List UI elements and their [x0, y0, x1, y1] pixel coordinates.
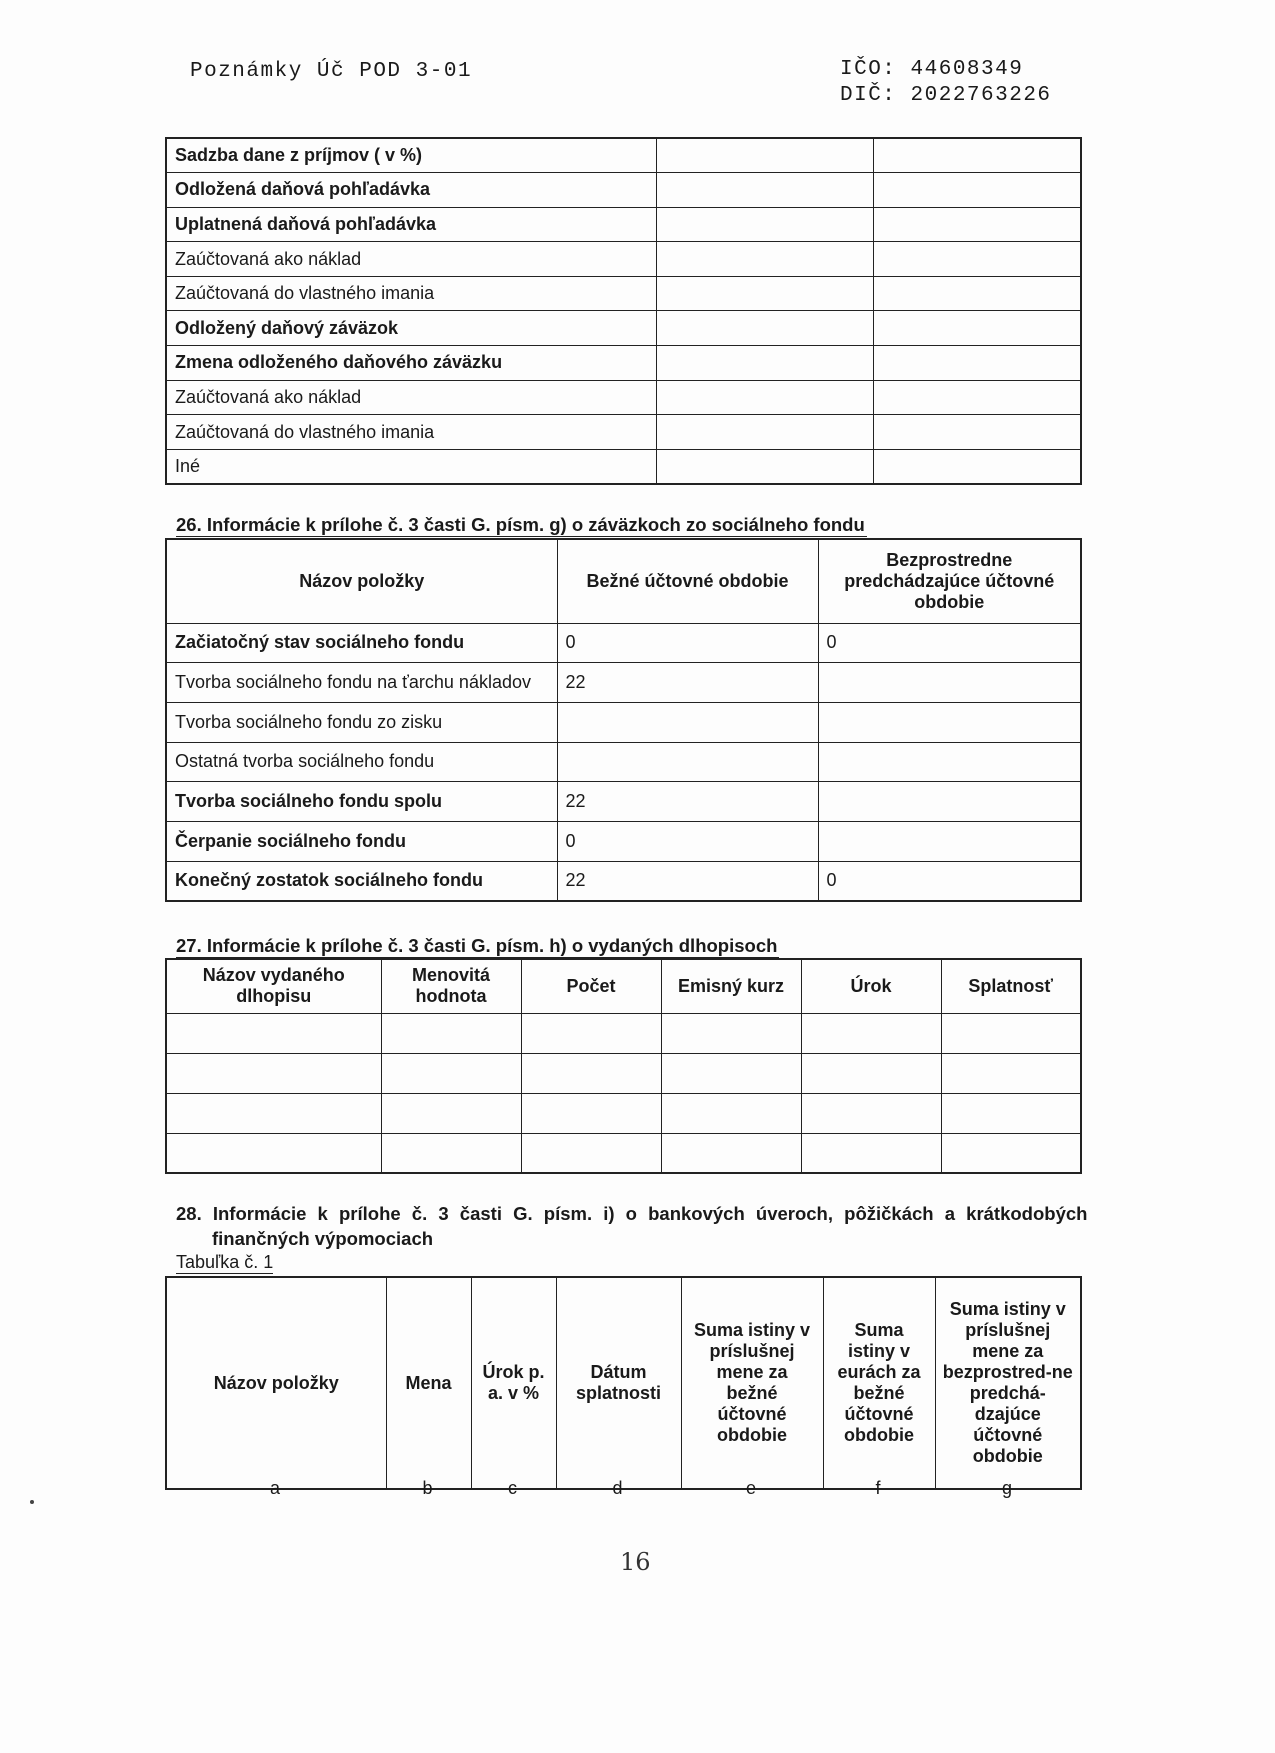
- table-label: Tabuľka č. 1: [176, 1252, 274, 1272]
- column-letter: c: [508, 1478, 517, 1498]
- col-header-maturity: Splatnosť: [941, 959, 1081, 1013]
- row-label: Odložená daňová pohľadávka: [166, 173, 656, 208]
- previous-value: [818, 663, 1081, 703]
- col-header-interest-rate: Úrok p. a. v %: [471, 1277, 556, 1489]
- value-cell: [656, 138, 873, 173]
- table-row: [166, 449, 1081, 484]
- table-row: [166, 173, 1081, 208]
- table-row: [166, 207, 1081, 242]
- table-row: [166, 1133, 1081, 1173]
- row-label: Zaúčtovaná do vlastného imania: [166, 276, 656, 311]
- column-letter: g: [1001, 1478, 1012, 1498]
- empty-cell: [521, 1013, 661, 1053]
- current-value: 22: [557, 663, 818, 703]
- row-label: Odložený daňový záväzok: [166, 311, 656, 346]
- value-cell: [656, 311, 873, 346]
- current-value: 0: [557, 623, 818, 663]
- current-value: 22: [557, 861, 818, 901]
- empty-cell: [166, 1013, 381, 1053]
- table-row: [166, 311, 1081, 346]
- row-label: Začiatočný stav sociálneho fondu: [166, 623, 557, 663]
- col-header-current-period: Bežné účtovné obdobie: [557, 539, 818, 623]
- previous-value: [818, 782, 1081, 822]
- dic-number: DIČ: 2022763226: [840, 84, 1052, 107]
- empty-cell: [941, 1053, 1081, 1093]
- column-letter: d: [612, 1478, 623, 1498]
- bonds-table: [165, 958, 1082, 1174]
- scan-speck: [30, 1500, 34, 1504]
- previous-value: [818, 821, 1081, 861]
- table-row: [166, 415, 1081, 450]
- empty-cell: [661, 1133, 801, 1173]
- current-value: [557, 742, 818, 782]
- empty-cell: [381, 1013, 521, 1053]
- value-cell: [656, 207, 873, 242]
- value-cell: [873, 276, 1081, 311]
- value-cell: [873, 138, 1081, 173]
- col-header-issue-rate: Emisný kurz: [661, 959, 801, 1013]
- col-header-interest: Úrok: [801, 959, 941, 1013]
- table-row: [166, 1013, 1081, 1053]
- empty-cell: [801, 1013, 941, 1053]
- page-number: 16: [620, 1548, 651, 1576]
- section-26-title: 26. Informácie k prílohe č. 3 časti G. písm. g) o záväzkoch zo sociálneho fondu: [176, 514, 865, 535]
- empty-cell: [661, 1093, 801, 1133]
- table-row: [166, 138, 1081, 173]
- column-letter: f: [875, 1478, 881, 1498]
- column-letter: b: [422, 1478, 433, 1498]
- col-header-bond-name: Názov vydaného dlhopisu: [166, 959, 381, 1013]
- value-cell: [873, 415, 1081, 450]
- bank-loans-table: [165, 1276, 1082, 1490]
- table-row: [166, 346, 1081, 381]
- row-label: Ostatná tvorba sociálneho fondu: [166, 742, 557, 782]
- value-cell: [873, 207, 1081, 242]
- col-header-maturity-date: Dátum splatnosti: [556, 1277, 681, 1489]
- column-letters: [165, 1478, 1080, 1502]
- row-label: Konečný zostatok sociálneho fondu: [166, 861, 557, 901]
- table-row: [166, 242, 1081, 277]
- value-cell: [873, 449, 1081, 484]
- value-cell: [656, 276, 873, 311]
- empty-cell: [166, 1093, 381, 1133]
- value-cell: [873, 173, 1081, 208]
- previous-value: [818, 702, 1081, 742]
- empty-cell: [941, 1093, 1081, 1133]
- empty-cell: [801, 1133, 941, 1173]
- table-row: [166, 663, 1081, 703]
- current-value: 0: [557, 821, 818, 861]
- row-label: Sadzba dane z príjmov ( v %): [166, 138, 656, 173]
- row-label: Iné: [166, 449, 656, 484]
- empty-cell: [166, 1053, 381, 1093]
- table-row: [166, 702, 1081, 742]
- table-row: [166, 782, 1081, 822]
- empty-cell: [381, 1133, 521, 1173]
- col-header-count: Počet: [521, 959, 661, 1013]
- previous-value: [818, 742, 1081, 782]
- row-label: Čerpanie sociálneho fondu: [166, 821, 557, 861]
- social-fund-table: [165, 538, 1082, 902]
- empty-cell: [661, 1013, 801, 1053]
- col-header-currency: Mena: [386, 1277, 471, 1489]
- column-letter: e: [745, 1478, 756, 1498]
- row-label: Tvorba sociálneho fondu na ťarchu nákladov: [166, 663, 557, 703]
- value-cell: [656, 173, 873, 208]
- row-label: Zmena odloženého daňového záväzku: [166, 346, 656, 381]
- value-cell: [656, 415, 873, 450]
- table-row: [166, 861, 1081, 901]
- value-cell: [656, 380, 873, 415]
- empty-cell: [381, 1053, 521, 1093]
- table-row: [166, 1093, 1081, 1133]
- table-row: [166, 742, 1081, 782]
- col-header-item-name: Názov položky: [166, 1277, 386, 1489]
- col-header-principal-eur-current: Suma istiny v eurách za bežné účtovné obdobie: [823, 1277, 935, 1489]
- column-letter: a: [269, 1478, 280, 1498]
- ico-number: IČO: 44608349: [840, 58, 1024, 81]
- col-header-nominal-value: Menovitá hodnota: [381, 959, 521, 1013]
- row-label: Uplatnená daňová pohľadávka: [166, 207, 656, 242]
- deferred-tax-table: [165, 137, 1082, 485]
- empty-cell: [941, 1133, 1081, 1173]
- value-cell: [656, 346, 873, 381]
- row-label: Tvorba sociálneho fondu spolu: [166, 782, 557, 822]
- empty-cell: [801, 1053, 941, 1093]
- col-header-principal-currency-previous: Suma istiny v príslušnej mene za bezprostred-ne predchá-dzajúce účtovné obdobie: [935, 1277, 1081, 1489]
- empty-cell: [521, 1133, 661, 1173]
- row-label: Zaúčtovaná do vlastného imania: [166, 415, 656, 450]
- value-cell: [656, 449, 873, 484]
- previous-value: 0: [818, 623, 1081, 663]
- empty-cell: [801, 1093, 941, 1133]
- table-row: [166, 276, 1081, 311]
- empty-cell: [521, 1093, 661, 1133]
- empty-cell: [521, 1053, 661, 1093]
- form-code: Poznámky Úč POD 3-01: [190, 60, 473, 83]
- table-row: [166, 1053, 1081, 1093]
- section-27-title: 27. Informácie k prílohe č. 3 časti G. písm. h) o vydaných dlhopisoch: [176, 935, 778, 956]
- table-row: [166, 380, 1081, 415]
- row-label: Zaúčtovaná ako náklad: [166, 242, 656, 277]
- value-cell: [873, 380, 1081, 415]
- empty-cell: [941, 1013, 1081, 1053]
- row-label: Tvorba sociálneho fondu zo zisku: [166, 702, 557, 742]
- table-row: [166, 821, 1081, 861]
- col-header-item-name: Názov položky: [166, 539, 557, 623]
- empty-cell: [381, 1093, 521, 1133]
- current-value: 22: [557, 782, 818, 822]
- previous-value: 0: [818, 861, 1081, 901]
- section-28-title: 28. Informácie k prílohe č. 3 časti G. písm. i) o bankových úveroch, pôžičkách a krátkodobých: [176, 1203, 1088, 1224]
- value-cell: [873, 346, 1081, 381]
- empty-cell: [166, 1133, 381, 1173]
- current-value: [557, 702, 818, 742]
- row-label: Zaúčtovaná ako náklad: [166, 380, 656, 415]
- section-28-title-cont: finančných výpomociach: [212, 1228, 434, 1249]
- col-header-previous-period: Bezprostredne predchádzajúce účtovné obdobie: [818, 539, 1081, 623]
- value-cell: [656, 242, 873, 277]
- table-row: [166, 623, 1081, 663]
- col-header-principal-currency-current: Suma istiny v príslušnej mene za bežné účtovné obdobie: [681, 1277, 823, 1489]
- value-cell: [873, 242, 1081, 277]
- empty-cell: [661, 1053, 801, 1093]
- value-cell: [873, 311, 1081, 346]
